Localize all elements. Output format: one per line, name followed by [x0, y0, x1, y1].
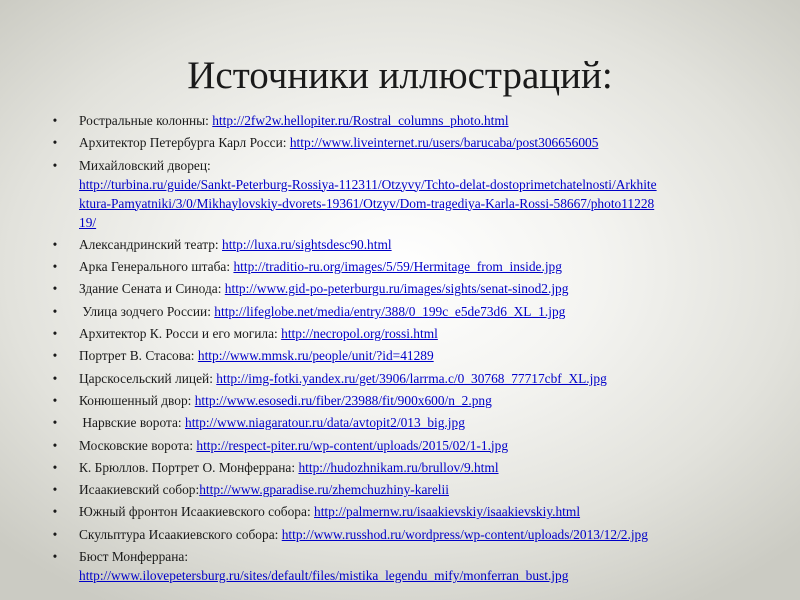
source-label: Архитектор К. Росси и его могила:: [79, 326, 282, 342]
source-link[interactable]: http://www.russhod.ru/wordpress/wp-content/uploads/2013/12/2.jpg: [281, 526, 648, 542]
bullet-icon: •: [52, 281, 58, 297]
bullet-icon: •: [52, 392, 58, 408]
bullet-icon: •: [52, 504, 58, 520]
source-item: [49, 525, 767, 544]
source-label: Московские ворота:: [79, 437, 197, 453]
source-link[interactable]: 19/: [79, 214, 97, 230]
bullet-icon: •: [52, 135, 58, 151]
source-link[interactable]: http://turbina.ru/guide/Sankt-Peterburg-Rossiya-112311/Otzyvy/Tchto-delat-dostoprimetchatelnosti/Arkhite: [79, 176, 657, 192]
bullet-icon: •: [52, 157, 58, 173]
source-label: Улица зодчего России:: [79, 303, 215, 319]
source-label: Александринский театр:: [79, 236, 222, 252]
source-item: [49, 413, 767, 432]
source-label: Арка Генерального штаба:: [79, 259, 234, 275]
source-item: [49, 436, 767, 455]
source-item: [49, 156, 767, 232]
source-item: [49, 391, 767, 410]
source-label: Конюшенный двор:: [79, 392, 195, 408]
source-item: [49, 111, 767, 130]
bullet-icon: •: [52, 326, 58, 342]
source-link[interactable]: http://hudozhnikam.ru/brullov/9.html: [298, 459, 499, 475]
source-link[interactable]: http://traditio-ru.org/images/5/59/Hermitage_from_inside.jpg: [233, 259, 562, 275]
source-item: [49, 480, 767, 499]
source-item: [49, 369, 767, 388]
source-label: Здание Сената и Синода:: [79, 281, 225, 297]
bullet-icon: •: [52, 459, 58, 475]
source-label: Ростральные колонны:: [79, 113, 213, 128]
source-label: Архитектор Петербурга Карл Росси:: [79, 135, 290, 151]
source-label: Нарвские ворота:: [79, 415, 185, 431]
bullet-icon: •: [52, 482, 58, 498]
source-item: [49, 346, 767, 365]
source-link[interactable]: http://www.mmsk.ru/people/unit/?id=41289: [197, 348, 434, 364]
source-link[interactable]: ktura-Pamyatniki/3/0/Mikhaylovskiy-dvorets-19361/Otzyv/Dom-tragediya-Karla-Rossi-58667/photo11228: [79, 195, 655, 211]
source-link[interactable]: http://www.esosedi.ru/fiber/23988/fit/900x600/n_2.png: [194, 392, 492, 408]
source-label: Михайловский дворец:: [79, 157, 215, 173]
source-label: Царскосельский лицей:: [79, 370, 217, 386]
source-link[interactable]: http://lifeglobe.net/media/entry/388/0_199c_e5de73d6_XL_1.jpg: [214, 303, 566, 319]
source-link[interactable]: http://www.liveinternet.ru/users/barucaba/post306656005: [289, 135, 599, 151]
bullet-icon: •: [52, 370, 58, 386]
source-item: [49, 257, 767, 276]
source-item: [49, 302, 767, 321]
source-list: [49, 111, 767, 588]
source-link[interactable]: http://www.ilovepetersburg.ru/sites/default/files/mistika_legendu_mify/monferran_bust.jpg: [79, 568, 569, 584]
bullet-icon: •: [52, 236, 58, 252]
source-item: [49, 324, 767, 343]
bullet-icon: •: [52, 113, 58, 128]
source-label: Исаакиевский собор:: [79, 482, 200, 498]
source-item: [49, 547, 767, 585]
bullet-icon: •: [52, 526, 58, 542]
source-link[interactable]: http://palmernw.ru/isaakievskiy/isaakievskiy.html: [314, 504, 581, 520]
source-label: Южный фронтон Исаакиевского собора:: [79, 504, 315, 520]
source-link[interactable]: http://www.gid-po-peterburgu.ru/images/sights/senat-sinod2.jpg: [224, 281, 569, 297]
source-label: Скульптура Исаакиевского собора:: [79, 526, 282, 542]
source-link[interactable]: http://luxa.ru/sightsdesc90.html: [222, 236, 392, 252]
source-link[interactable]: http://necropol.org/rossi.html: [281, 326, 438, 342]
source-label: К. Брюллов. Портрет О. Монферрана:: [79, 459, 299, 475]
bullet-icon: •: [52, 259, 58, 275]
source-link[interactable]: http://www.niagaratour.ru/data/avtopit2/013_big.jpg: [185, 415, 465, 431]
source-item: [49, 133, 767, 152]
bullet-icon: •: [52, 415, 58, 431]
source-item: [49, 235, 767, 254]
source-item: [49, 458, 767, 477]
bullet-icon: •: [52, 348, 58, 364]
slide-title: Источники иллюстраций:: [187, 54, 613, 97]
bullet-icon: •: [52, 303, 58, 319]
source-item: [49, 502, 767, 521]
source-link[interactable]: http://2fw2w.hellopiter.ru/Rostral_columns_photo.html: [212, 113, 509, 128]
source-link[interactable]: http://www.gparadise.ru/zhemchuzhiny-karelii: [199, 482, 449, 498]
source-label: Бюст Монферрана:: [79, 549, 192, 565]
source-link[interactable]: http://respect-piter.ru/wp-content/uploads/2015/02/1-1.jpg: [196, 437, 509, 453]
bullet-icon: •: [52, 549, 58, 565]
source-item: [49, 279, 767, 298]
source-link[interactable]: http://img-fotki.yandex.ru/get/3906/larrma.c/0_30768_77717cbf_XL.jpg: [216, 370, 607, 386]
bullet-icon: •: [52, 437, 58, 453]
source-label: Портрет В. Стасова:: [79, 348, 198, 364]
